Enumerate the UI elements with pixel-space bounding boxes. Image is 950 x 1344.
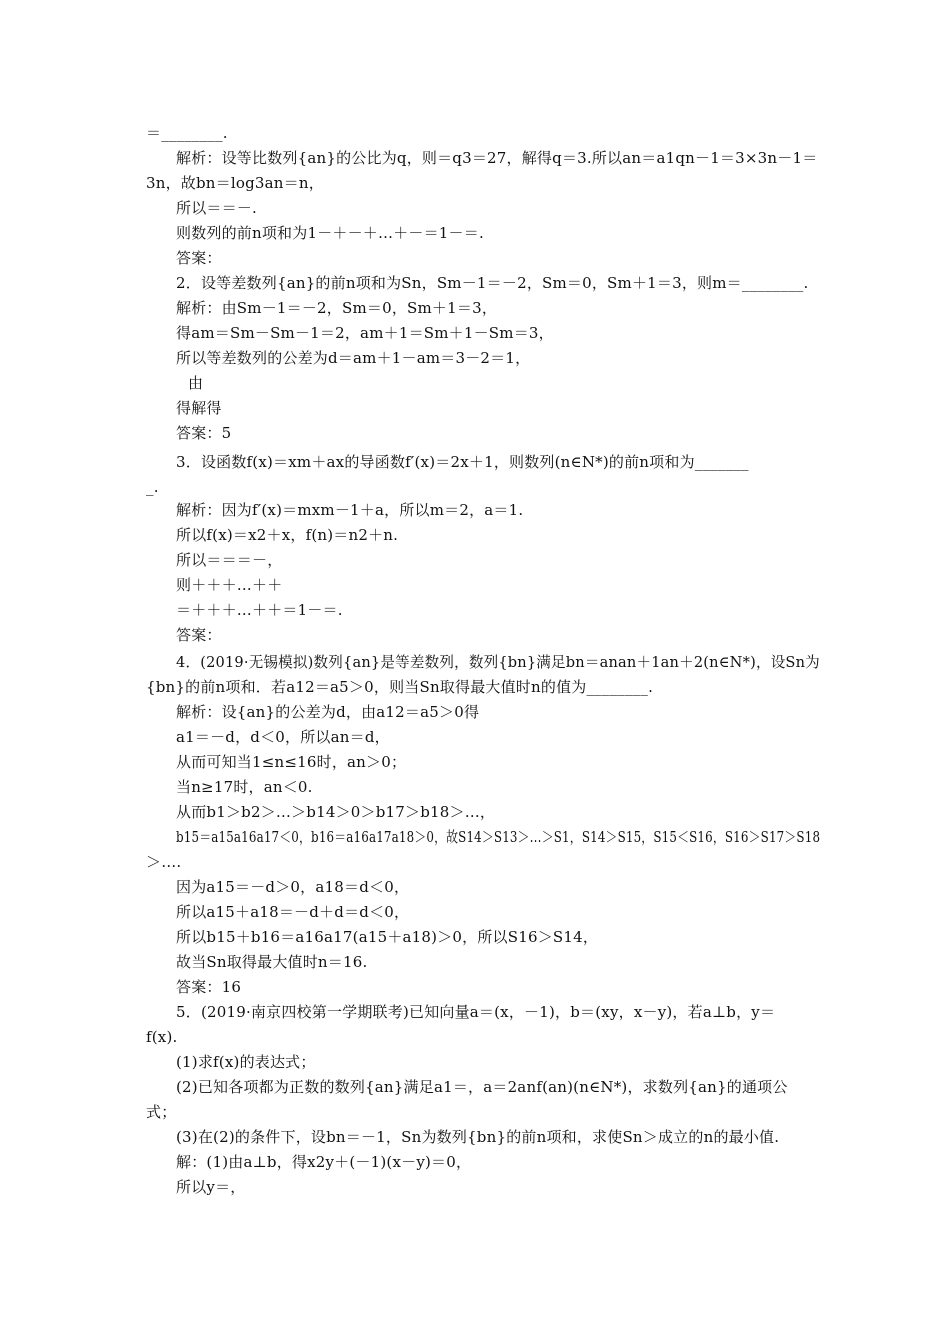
text-line: 答案：16 [176, 978, 242, 996]
question-line: 4．(2019·无锡模拟)数列{an}是等差数列，数列{bn}满足bn＝anan＋1an＋2(n∈N*)，设Sn为 [176, 653, 820, 671]
text-line: 答案：5 [176, 424, 232, 442]
text-line: b15＝a15a16a17＜0，b16＝a16a17a18＞0，故S14＞S13＞…＞S1，S14＞S15，S15＜S16，S16＞S17＞S18 [176, 828, 821, 846]
text-line: {bn}的前n项和．若a12＝a5＞0，则当Sn取得最大值时n的值为________. [146, 678, 654, 696]
text-line: (1)求f(x)的表达式； [176, 1053, 316, 1071]
text-line: 得am＝Sm－Sm－1＝2，am＋1＝Sm＋1－Sm＝3， [176, 324, 554, 342]
text-line: 答案： [176, 626, 222, 644]
text-line: 解析：设{an}的公差为d，由a12＝a5＞0得 [176, 703, 480, 721]
text-line: 所以等差数列的公差为d＝am＋1－am＝3－2＝1， [176, 349, 531, 367]
text-line: 因为a15＝－d＞0，a18＝d＜0， [176, 878, 410, 896]
text-line: 则数列的前n项和为1－＋－＋…＋－＝1－＝. [176, 224, 484, 242]
text-line: 答案： [176, 249, 222, 267]
text-line: 解析：因为f′(x)＝mxm－1＋a，所以m＝2，a＝1. [176, 501, 524, 519]
text-line: 得解得 [176, 399, 222, 417]
text-line: 则＋＋＋…＋＋ [176, 576, 283, 594]
text-line: 故当Sn取得最大值时n＝16. [176, 953, 368, 971]
text-line: 所以y＝， [176, 1178, 246, 1196]
text-line: 解析：设等比数列{an}的公比为q，则＝q3＝27，解得q＝3.所以an＝a1qn－1＝3×3n－1＝ [176, 149, 818, 167]
text-line: 由 [188, 374, 204, 392]
text-line: 所以a15＋a18＝－d＋d＝d＜0， [176, 903, 410, 921]
text-line: a1＝－d，d＜0，所以an＝d， [176, 728, 390, 746]
text-line: 解析：由Sm－1＝－2，Sm＝0，Sm＋1＝3， [176, 299, 498, 317]
text-line: 从而可知当1≤n≤16时，an＞0； [176, 753, 407, 771]
text-line: (3)在(2)的条件下，设bn＝－1，Sn为数列{bn}的前n项和，求使Sn＞成立的n的最小值. [176, 1128, 780, 1146]
text-line: 从而b1＞b2＞…＞b14＞0＞b17＞b18＞…， [176, 803, 496, 821]
question-line: 2．设等差数列{an}的前n项和为Sn，Sm－1＝－2，Sm＝0，Sm＋1＝3，则m＝________. [176, 274, 809, 292]
text-line: 当n≥17时，an＜0. [176, 778, 313, 796]
text-line: 解：(1)由a⊥b，得x2y＋(－1)(x－y)＝0， [176, 1153, 472, 1171]
text-line: f(x). [146, 1028, 178, 1046]
question-line: 3．设函数f(x)＝xm＋ax的导函数f′(x)＝2x＋1，则数列(n∈N*)的前n项和为_______ [176, 453, 749, 471]
question-line: 5．(2019·南京四校第一学期联考)已知向量a＝(x，－1)，b＝(xy，x－y)，若a⊥b，y＝ [176, 1003, 776, 1021]
text-line: ＞…. [146, 853, 182, 871]
text-line: 所以＝＝＝－， [176, 551, 283, 569]
text-line: 式； [146, 1103, 177, 1121]
text-line: 所以f(x)＝x2＋x，f(n)＝n2＋n. [176, 526, 399, 544]
text-line: ＝________. [146, 124, 228, 142]
text-line: 3n，故bn＝log3an＝n， [146, 174, 324, 192]
text-line: 所以＝＝－. [176, 199, 257, 217]
text-line: 所以b15＋b16＝a16a17(a15＋a18)＞0，所以S16＞S14， [176, 928, 599, 946]
text-line: _. [146, 478, 159, 496]
text-line: ＝＋＋＋…＋＋＝1－＝. [176, 601, 343, 619]
text-line: (2)已知各项都为正数的数列{an}满足a1＝，a＝2anf(an)(n∈N*)，求数列{an}的通项公 [176, 1078, 788, 1096]
